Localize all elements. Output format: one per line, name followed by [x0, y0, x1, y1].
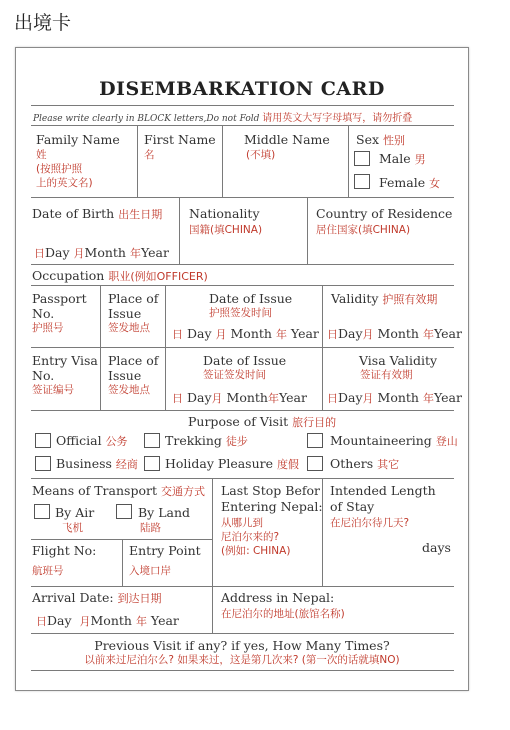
vd-month-cn: 月: [211, 392, 223, 405]
male-en: Male: [379, 151, 411, 166]
trekking-label: [165, 433, 248, 449]
trekking-en: Trekking: [165, 433, 222, 448]
di-year-en: Year: [290, 326, 319, 341]
divider: [348, 125, 349, 197]
passport-no-label: Passport: [32, 291, 87, 306]
official-cn: 公务: [105, 435, 128, 448]
vv-day-cn: 日: [327, 392, 338, 405]
address-cn: 在尼泊尔的地址(旅馆名称): [221, 608, 345, 620]
visa-place-label: Place of: [108, 353, 159, 368]
flight-no-label: Flight No:: [32, 543, 97, 558]
last-stop-example: (例如: CHINA): [221, 545, 291, 557]
divider: [322, 478, 323, 586]
v-day-cn: 日: [327, 328, 338, 341]
official-label: [56, 433, 128, 449]
male-checkbox[interactable]: [354, 151, 370, 166]
dob-month-en: Month: [84, 245, 126, 260]
by-land-checkbox[interactable]: [116, 504, 132, 519]
visa-place-label2: Issue: [108, 368, 142, 383]
vd-day-en: Day: [186, 390, 212, 405]
holiday-cn: 度假: [277, 458, 299, 471]
passport-no-cn: 护照号: [32, 322, 64, 334]
arrival-cn: 到达日期: [117, 592, 162, 605]
divider: [31, 478, 454, 479]
a-day-en: Day: [47, 613, 72, 628]
divider: [179, 197, 180, 264]
divider: [31, 347, 454, 348]
length-stay-label: Intended Length: [330, 483, 436, 498]
vd-day-cn: 日: [172, 392, 183, 405]
di-year-cn: 年: [275, 328, 287, 341]
v-month-cn: 月: [362, 328, 374, 341]
female-checkbox[interactable]: [354, 174, 370, 189]
length-stay-cn: 在尼泊尔待几天?: [330, 517, 410, 529]
visa-place-cn: 签发地点: [108, 384, 150, 396]
divider: [31, 670, 454, 671]
residence-cn: 居住国家(填CHINA): [316, 224, 411, 236]
purpose-en: Purpose of Visit: [188, 414, 289, 429]
last-stop-cn2: 尼泊尔来的?: [221, 531, 280, 543]
divider: [31, 633, 454, 634]
divider: [31, 586, 454, 587]
date-issue-label: Date of Issue: [209, 291, 293, 306]
divider: [31, 105, 454, 106]
a-year-cn: 年: [135, 615, 147, 628]
occupation-cn: 职业(例如OFFICER): [108, 270, 208, 283]
business-cn: 经商: [115, 458, 138, 471]
visa-date-format: [172, 390, 307, 406]
sex-label: [356, 132, 405, 148]
validity-label: [331, 291, 437, 307]
a-year-en: Year: [150, 613, 179, 628]
passport-no-label2: No.: [32, 306, 55, 321]
di-month-cn: 月: [215, 328, 227, 341]
visa-validity-label: Visa Validity: [359, 353, 438, 368]
date-issue-format: [172, 326, 319, 342]
vv-year-cn: 年: [422, 392, 434, 405]
v-year-en: Year: [433, 326, 462, 341]
vd-year-cn: 年: [267, 392, 279, 405]
others-checkbox[interactable]: [307, 456, 323, 471]
previous-visit-cn: 以前来过尼泊尔么? 如果来过，这是第几次来? (第一次的话就填NO): [84, 654, 400, 666]
by-air-label: By Air: [55, 505, 95, 520]
length-stay-label2: of Stay: [330, 499, 375, 514]
place-issue-label2: Issue: [108, 306, 142, 321]
entry-visa-label2: No.: [32, 368, 55, 383]
validity-en: Validity: [331, 291, 379, 306]
vv-month-en: Month: [377, 390, 419, 405]
trekking-cn: 徒步: [225, 435, 248, 448]
by-land-cn: 陆路: [140, 522, 161, 534]
arrival-format: [36, 613, 179, 629]
female-label: [379, 175, 440, 191]
holiday-en: Holiday Pleasure: [165, 456, 274, 471]
divider: [31, 285, 454, 286]
occupation-en: Occupation: [32, 268, 105, 283]
business-checkbox[interactable]: [35, 456, 51, 471]
previous-visit-label: Previous Visit if any? if yes, How Many Times?: [94, 638, 390, 653]
a-month-cn: 月: [79, 615, 91, 628]
last-stop-label: Last Stop Befor: [221, 483, 320, 498]
divider: [222, 125, 223, 197]
date-issue-cn: 护照签发时间: [209, 307, 272, 319]
di-month-en: Month: [230, 326, 272, 341]
arrival-en: Arrival Date:: [32, 590, 114, 605]
divider: [137, 125, 138, 197]
nationality-cn: 国籍(填CHINA): [189, 224, 263, 236]
divider: [322, 347, 323, 410]
disembarkation-card: [15, 47, 469, 691]
by-land-label: By Land: [138, 505, 191, 520]
male-label: [379, 151, 426, 167]
entry-point-label: Entry Point: [129, 543, 201, 558]
validity-format: [327, 326, 462, 342]
dob-format: [34, 245, 169, 261]
visa-date-cn: 签证签发时间: [203, 369, 266, 381]
v-day-en: Day: [338, 326, 363, 341]
divider: [322, 285, 323, 347]
mountaineering-label: [330, 433, 458, 449]
divider: [307, 197, 308, 264]
middle-name-label: Middle Name: [244, 132, 330, 147]
business-label: [56, 456, 138, 472]
visa-date-label: Date of Issue: [203, 353, 287, 368]
dob-year-cn: 年: [129, 247, 141, 260]
arrival-label: [32, 590, 162, 606]
divider: [122, 539, 123, 586]
divider: [31, 264, 454, 265]
purpose-label: [188, 414, 336, 430]
instruction: [33, 109, 412, 124]
entry-point-cn: 入境口岸: [129, 565, 171, 577]
purpose-cn: 旅行目的: [292, 416, 337, 429]
entry-visa-cn: 签证编号: [32, 384, 74, 396]
others-cn: 其它: [377, 458, 400, 471]
a-month-en: Month: [90, 613, 132, 628]
dob-day-en: Day: [45, 245, 70, 260]
mountaineering-cn: 登山: [435, 435, 458, 448]
page-label: 出境卡: [14, 12, 72, 34]
vv-month-cn: 月: [362, 392, 374, 405]
family-name-cn: 姓: [36, 149, 47, 161]
family-name-note: (按照护照: [36, 163, 83, 175]
divider: [31, 197, 454, 198]
family-name-note: 上的英文名): [36, 177, 93, 189]
instruction-en: Please write clearly in BLOCK letters,Do not Fold: [33, 114, 260, 124]
days-label: days: [422, 540, 451, 555]
first-name-label: First Name: [144, 132, 216, 147]
v-year-cn: 年: [422, 328, 434, 341]
middle-name-cn: (不填): [246, 149, 276, 161]
last-stop-label2: Entering Nepal:: [221, 499, 323, 514]
sex-en: Sex: [356, 132, 380, 147]
holiday-label: [165, 456, 299, 472]
family-name-label: Family Name: [36, 132, 120, 147]
divider: [212, 478, 213, 586]
flight-no-cn: 航班号: [32, 565, 64, 577]
visa-validity-cn: 签证有效期: [360, 369, 413, 381]
di-day-en: Day: [186, 326, 212, 341]
entry-visa-label: Entry Visa: [32, 353, 98, 368]
others-label: [330, 456, 399, 472]
trekking-checkbox[interactable]: [144, 433, 160, 448]
divider: [31, 410, 454, 411]
di-day-cn: 日: [172, 328, 183, 341]
holiday-checkbox[interactable]: [144, 456, 160, 471]
visa-validity-format: [327, 390, 462, 406]
last-stop-cn: 从哪儿到: [221, 517, 263, 529]
dob-year-en: Year: [140, 245, 169, 260]
others-en: Others: [330, 456, 374, 471]
vv-year-en: Year: [433, 390, 462, 405]
official-checkbox[interactable]: [35, 433, 51, 448]
by-air-cn: 飞机: [62, 522, 83, 534]
transport-cn: 交通方式: [160, 485, 205, 498]
dob-day-cn: 日: [34, 247, 45, 260]
place-issue-label: Place of: [108, 291, 159, 306]
divider: [31, 125, 454, 126]
first-name-cn: 名: [144, 149, 155, 161]
by-air-checkbox[interactable]: [34, 504, 50, 519]
vd-month-en: Month: [226, 390, 268, 405]
female-cn: 女: [429, 177, 441, 190]
vv-day-en: Day: [338, 390, 363, 405]
divider: [212, 586, 213, 633]
female-en: Female: [379, 175, 426, 190]
address-label: Address in Nepal:: [221, 590, 335, 605]
business-en: Business: [56, 456, 112, 471]
residence-label: Country of Residence: [316, 206, 453, 221]
mountaineering-en: Mountaineering: [330, 433, 432, 448]
official-en: Official: [56, 433, 102, 448]
male-cn: 男: [414, 153, 426, 166]
dob-cn: 出生日期: [118, 208, 163, 221]
nationality-label: Nationality: [189, 206, 260, 221]
vd-year-en: Year: [278, 390, 307, 405]
transport-label: [32, 483, 205, 499]
occupation-label: [32, 268, 208, 284]
v-month-en: Month: [377, 326, 419, 341]
card-title: DISEMBARKATION CARD: [99, 78, 385, 100]
a-day-cn: 日: [36, 615, 47, 628]
dob-label: [32, 206, 162, 222]
dob-en: Date of Birth: [32, 206, 115, 221]
validity-cn: 护照有效期: [382, 293, 438, 306]
transport-en: Means of Transport: [32, 483, 157, 498]
instruction-cn: 请用英文大写字母填写，请勿折叠: [262, 113, 413, 124]
mountaineering-checkbox[interactable]: [307, 433, 323, 448]
dob-month-cn: 月: [73, 247, 85, 260]
place-issue-cn: 签发地点: [108, 322, 150, 334]
sex-cn: 性别: [383, 134, 405, 147]
